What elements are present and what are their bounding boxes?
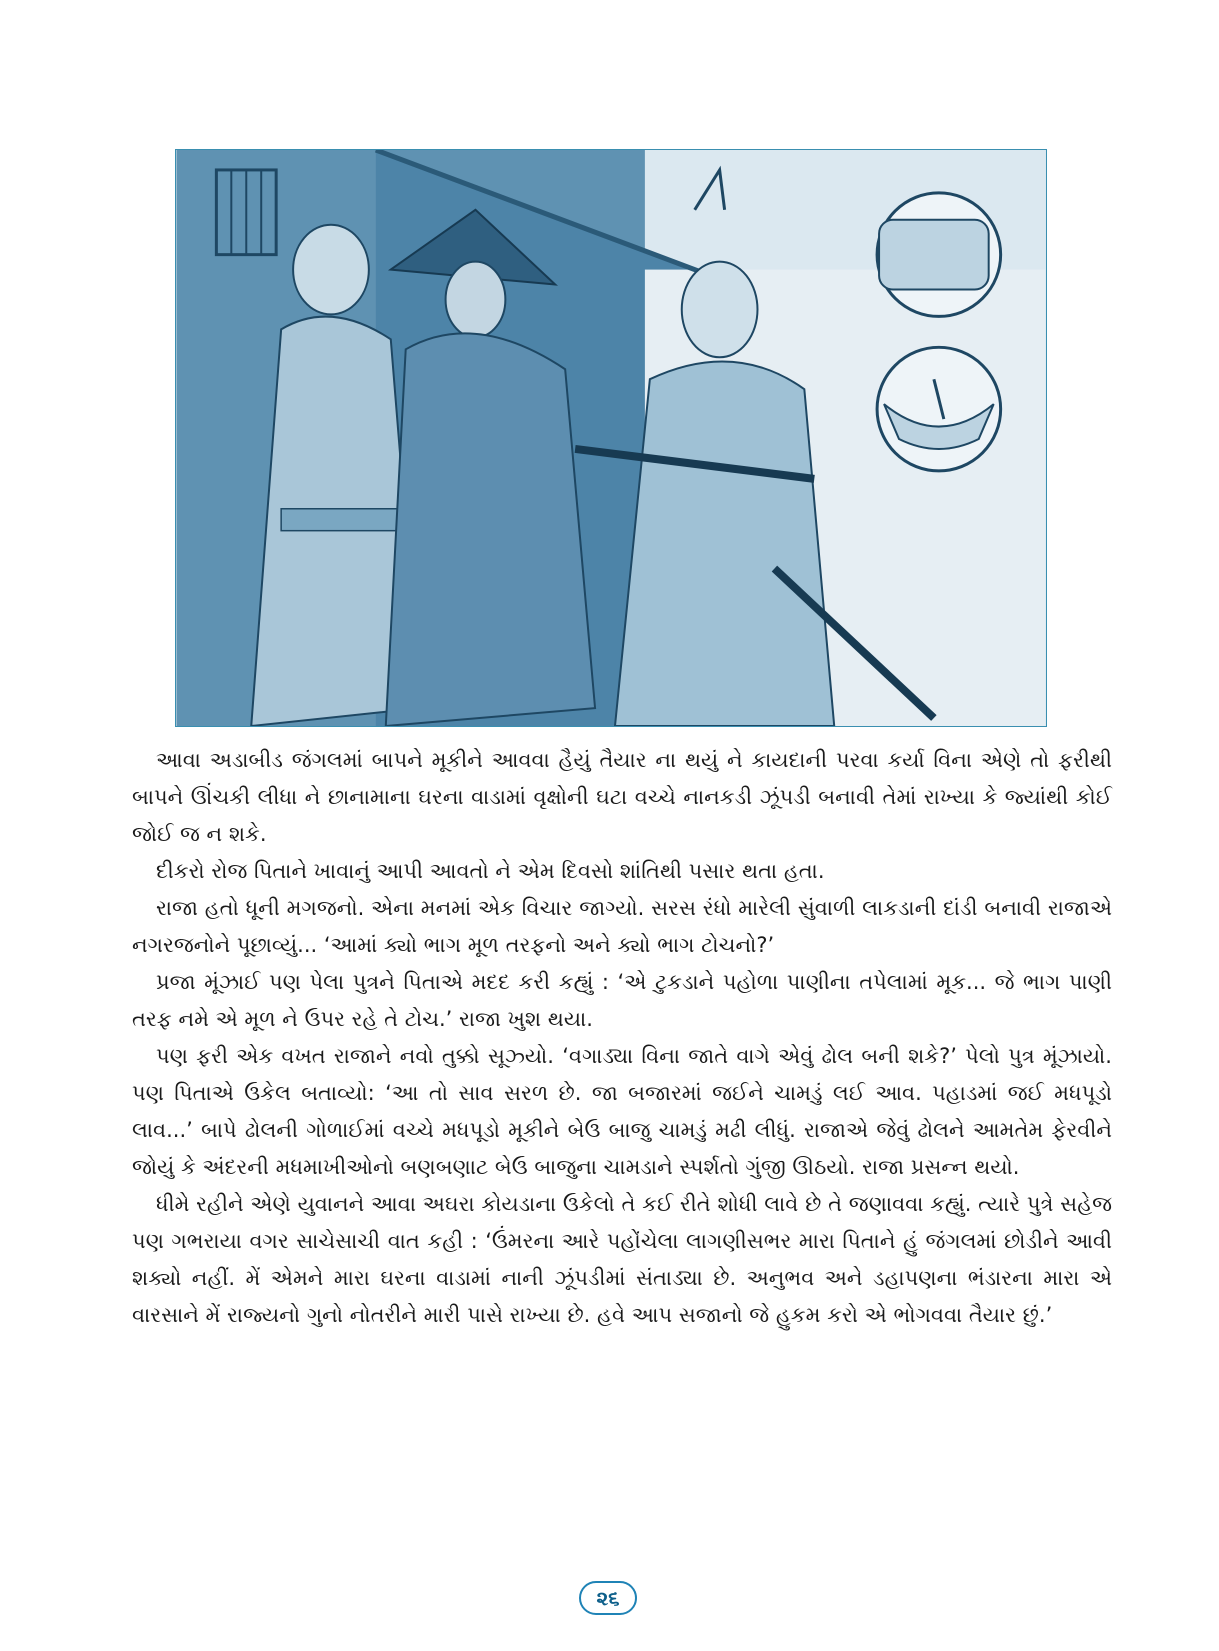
paragraph: દીકરો રોજ પિતાને ખાવાનું આપી આવતો ને એમ દિવસો શાંતિથી પસાર થતા હતા. — [156, 859, 825, 883]
page-number: ૨૬ — [596, 1586, 620, 1610]
page-number-badge — [579, 1581, 637, 1615]
paragraph: પ્રજા મૂંઝાઈ પણ પેલા પુત્રને પિતાએ મદદ કરી કહ્યું : ‘એ ટુકડાને પહોળા પાણીના તપેલામાં મૂક... જે ભાગ પાણી તરફ નમે એ મૂળ ને ઉપર રહે તે ટોચ.’ રાજા ખુશ થયા. — [132, 970, 1112, 1031]
paragraph: ધીમે રહીને એણે યુવાનને આવા અઘરા કોયડાના ઉકેલો તે કઈ રીતે શોધી લાવે છે તે જણાવવા કહ્યું. ત્યારે પુત્રે સહેજ પણ ગભરાયા વગર સાચેસાચી વાત કહી : ‘ઉંમરના આરે પહોંચેલા લાગણીસભર મારા પિતાને હું જંગલમાં છોડીને આવી શક્યો નહીં. મેં એમને મારા ઘરના વાડામાં નાની ઝૂંપડીમાં સંતાડ્યા છે. અનુભવ અને ડહાપણના ભંડારના મારા એ વારસાને મેં રાજ્યનો ગુનો નોતરીને મારી પાસે રાખ્યા છે. હવે આપ સજાનો જે હુકમ કરો એ ભોગવવા તૈયાર છું.’ — [132, 1192, 1112, 1327]
paragraph: આવા અડાબીડ જંગલમાં બાપને મૂકીને આવવા હૈયું તૈયાર ના થયું ને કાયદાની પરવા કર્યા વિના એણે તો ફરીથી બાપને ઊંચકી લીધા ને છાનામાના ઘરના વાડામાં વૃક્ષોની ઘટા વચ્ચે નાનકડી ઝૂંપડી બનાવી તેમાં રાખ્યા કે જ્યાંથી કોઈ જોઈ જ ન શકે. — [132, 748, 1112, 846]
paragraph: રાજા હતો ધૂની મગજનો. એના મનમાં એક વિચાર જાગ્યો. સરસ રંધો મારેલી સુંવાળી લાકડાની દાંડી બનાવી રાજાએ નગરજનોને પૂછાવ્યું... ‘આમાં ક્યો ભાગ મૂળ તરફનો અને ક્યો ભાગ ટોચનો?’ — [132, 896, 1112, 957]
illustration-drawing — [176, 150, 1046, 726]
paragraph: પણ ફરી એક વખત રાજાને નવો તુક્કો સૂઝ્યો. ‘વગાડ્યા વિના જાતે વાગે એવું ઢોલ બની શકે?’ પેલો પુત્ર મૂંઝાયો. પણ પિતાએ ઉકેલ બતાવ્યો: ‘આ તો સાવ સરળ છે. જા બજારમાં જઈને ચામડું લઈ આવ. પહાડમાં જઈ મધપૂડો લાવ...’ બાપે ઢોલની ગોળાઈમાં વચ્ચે મધપૂડો મૂકીને બેઉ બાજુ ચામડું મઢી લીધું. રાજાએ જેવું ઢોલને આમતેમ ફેરવીને જોયું કે અંદરની મધમાખીઓનો બણબણાટ બેઉ બાજુના ચામડાને સ્પર્શતો ગુંજી ઊઠયો. રાજા પ્રસન્ન થયો. — [132, 1044, 1112, 1179]
story-illustration — [175, 149, 1047, 727]
story-text — [132, 742, 1112, 1334]
